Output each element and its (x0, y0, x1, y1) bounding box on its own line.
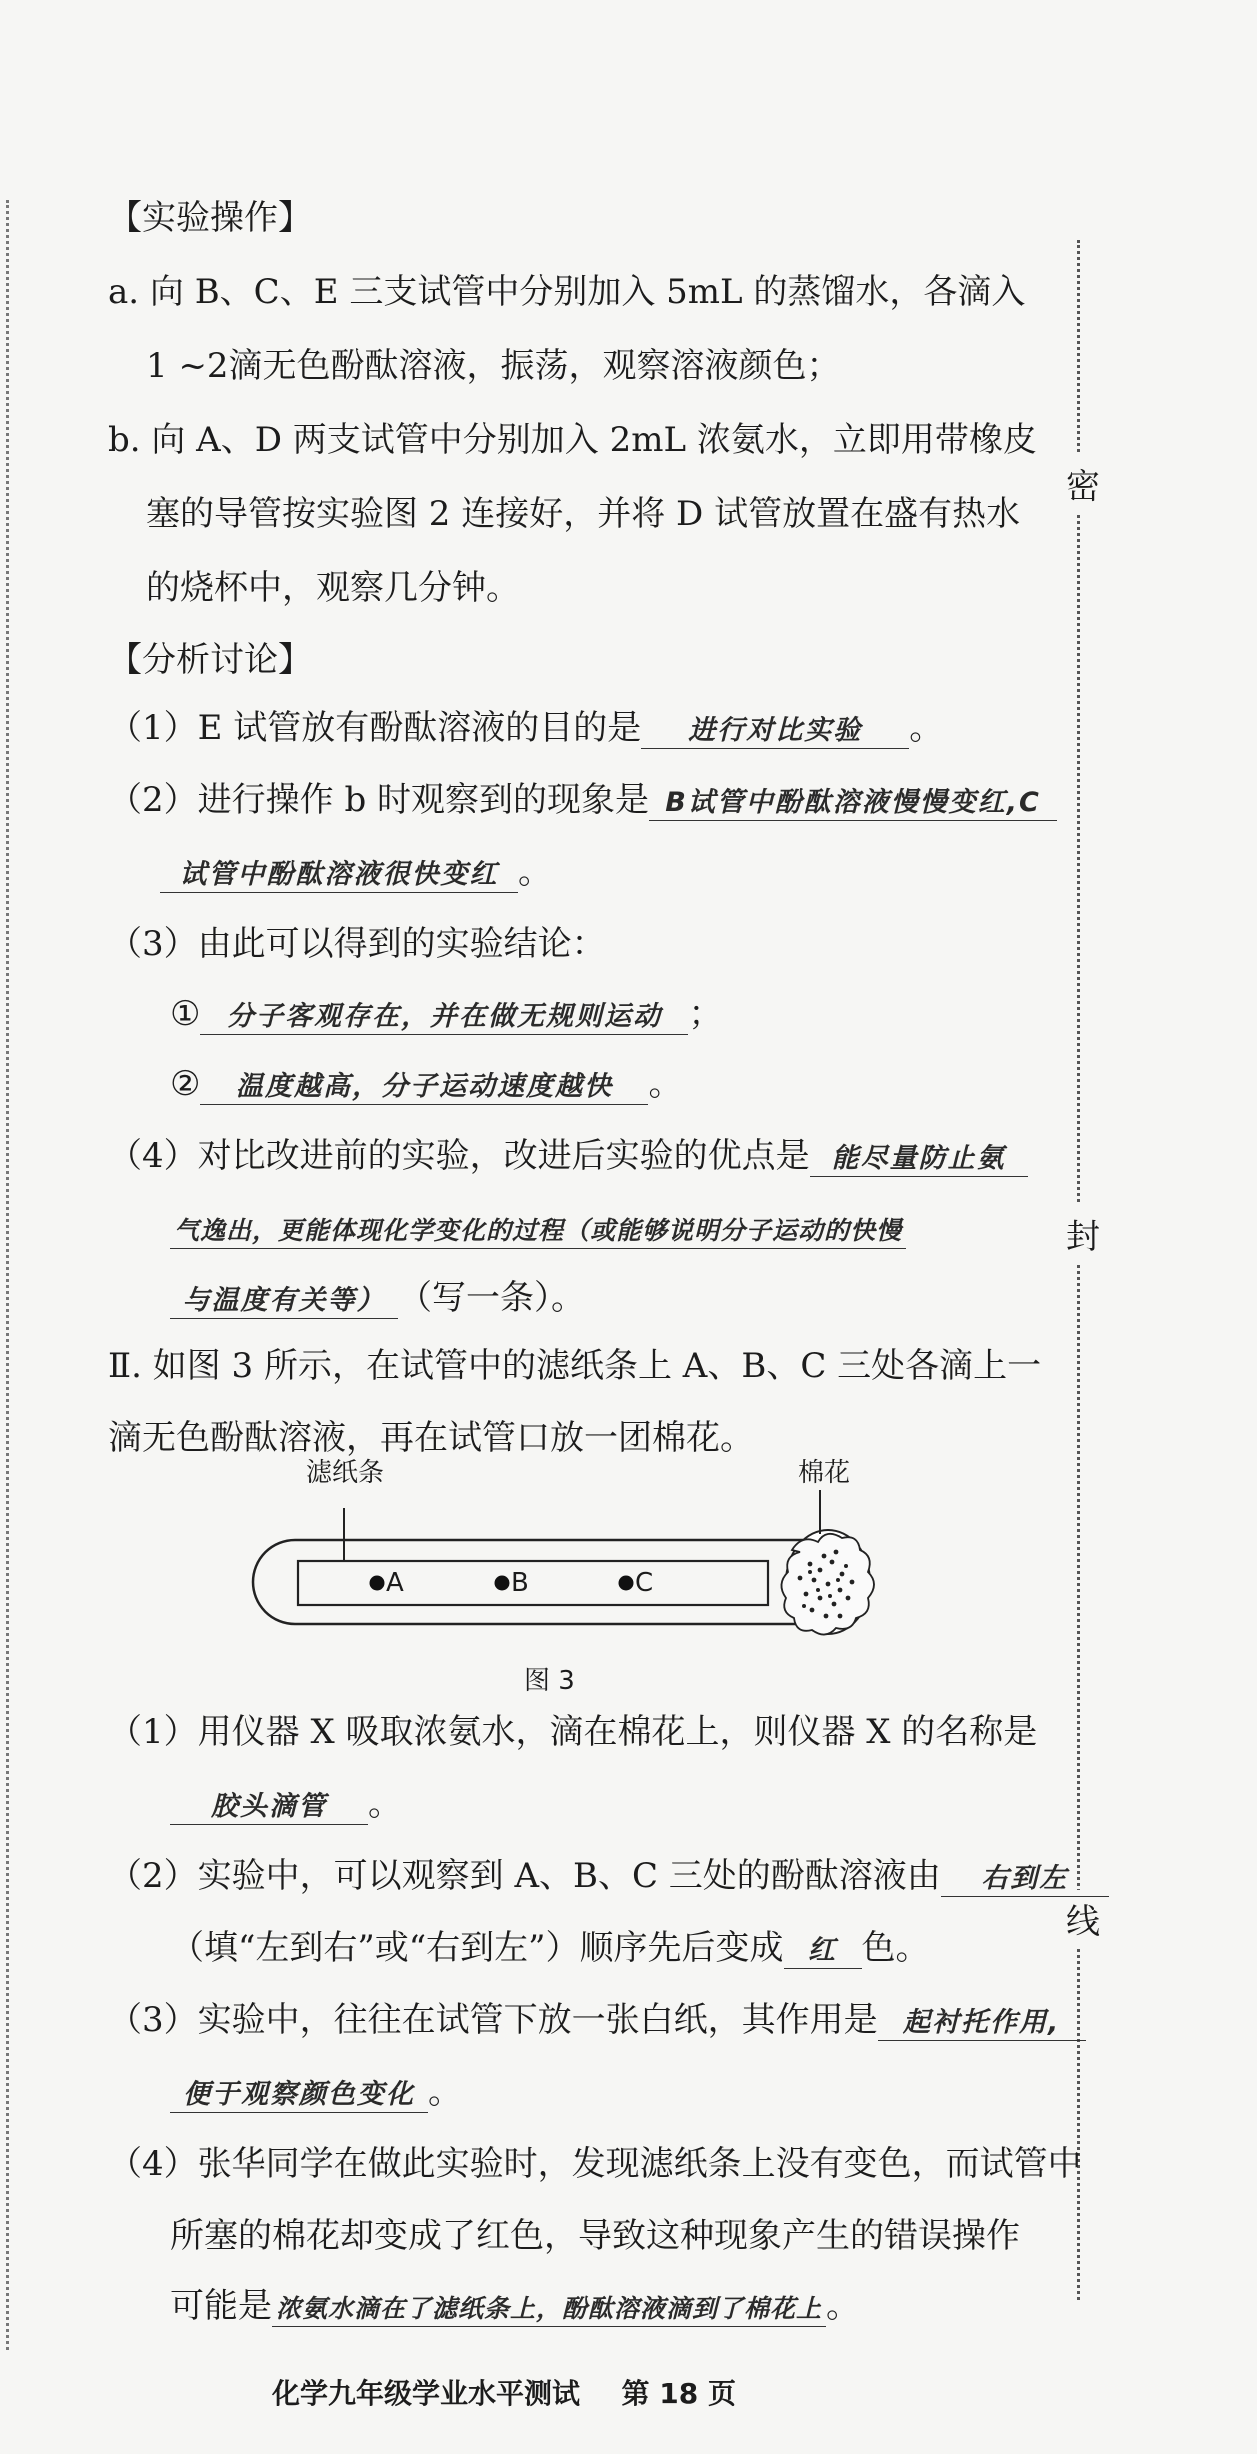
p3-answer-line1: 起衬托作用, (878, 2006, 1086, 2041)
q1-answer: 进行对比实验 (641, 714, 909, 749)
p2-prefix: （2）实验中，可以观察到 A、B、C 三处的酚酞溶液由 (108, 1856, 941, 1896)
dot-c (619, 1576, 634, 1591)
q1-prefix: （1）E 试管放有酚酞溶液的目的是 (108, 708, 642, 748)
p1-suffix: 。 (368, 1784, 402, 1824)
section-title-analysis: 【分析讨论】 (108, 640, 312, 680)
step-b-line2: 塞的导管按实验图 2 连接好，并将 D 试管放置在盛有热水 (146, 494, 1021, 534)
p2-suffix: 色。 (861, 1928, 930, 1968)
q4-answer-line2: 气逸出，更能体现化学变化的过程（或能够说明分子运动的快慢 (170, 1214, 906, 1249)
figure-3-test-tube (240, 1470, 900, 1650)
q2-answer-line1: B试管中酚酞溶液慢慢变红,C (649, 786, 1057, 821)
q4-answer-line3: 与温度有关等） (170, 1284, 398, 1319)
q4-suffix: （写一条）。 (398, 1278, 585, 1318)
q2-suffix: 。 (518, 852, 552, 892)
q3-conclusion-2 (170, 1064, 682, 1105)
q2-answer-line2: 试管中酚酞溶液很快变红 (160, 858, 518, 893)
q3-c2-answer: 温度越高，分子运动速度越快 (200, 1070, 648, 1105)
p2-line2-prefix: （填“左到右”或“右到左”）顺序先后变成 (170, 1928, 784, 1968)
p2-line1 (108, 1856, 1109, 1897)
q1 (108, 708, 943, 749)
cotton-ball (781, 1530, 874, 1635)
q3-prompt: （3）由此可以得到的实验结论： (108, 924, 606, 964)
footer (272, 2372, 736, 2412)
q3-c1-suffix: ； (688, 994, 723, 1034)
footer-page-number: 第 18 页 (621, 2377, 736, 2410)
q4-prefix: （4）对比改进前的实验，改进后实验的优点是 (108, 1136, 810, 1176)
q2-prefix: （2）进行操作 b 时观察到的现象是 (108, 780, 650, 820)
q4-line2 (170, 1208, 906, 1249)
footer-subject: 化学九年级学业水平测试 (272, 2377, 581, 2410)
p2-line2 (170, 1928, 930, 1969)
p4-line3 (170, 2286, 860, 2327)
left-binding-line (6, 200, 9, 2350)
dot-b (495, 1576, 510, 1591)
p1-line2 (170, 1784, 402, 1825)
test-tube-outline (253, 1540, 830, 1624)
p4-line1: （4）张华同学在做此实验时，发现滤纸条上没有变色，而试管中 (108, 2144, 1082, 2184)
p4-line2: 所塞的棉花却变成了红色，导致这种现象产生的错误操作 (170, 2216, 1020, 2256)
dot-a (370, 1576, 385, 1591)
part2-line1: Ⅱ. 如图 3 所示，在试管中的滤纸条上 A、B、C 三处各滴上一 (108, 1346, 1042, 1386)
part2-line2: 滴无色酚酞溶液，再在试管口放一团棉花。 (108, 1418, 754, 1458)
q4-line3 (170, 1278, 585, 1319)
step-b-line1: b. 向 A、D 两支试管中分别加入 2mL 浓氨水，立即用带橡皮 (108, 420, 1037, 460)
q4-answer-line1: 能尽量防止氨 (810, 1142, 1028, 1177)
p3-line1 (108, 2000, 1086, 2041)
p3-line2 (170, 2072, 462, 2113)
seal-char-mi: 密 (1066, 455, 1100, 512)
seal-char-feng: 封 (1066, 1205, 1100, 1262)
q1-suffix: 。 (909, 708, 944, 748)
q3-c1-mark: ① (170, 994, 201, 1034)
figure-label-filter-paper: 滤纸条 (306, 1458, 385, 1488)
figure-caption: 图 3 (524, 1666, 575, 1696)
q3-c2-suffix: 。 (648, 1064, 683, 1104)
p4-answer: 浓氨水滴在了滤纸条上，酚酞溶液滴到了棉花上 (272, 2292, 826, 2327)
p3-suffix: 。 (428, 2072, 462, 2112)
p3-answer-line2: 便于观察颜色变化 (170, 2078, 428, 2113)
section-title-operation: 【实验操作】 (108, 198, 312, 238)
p1-answer: 胶头滴管 (170, 1790, 368, 1825)
p1-line1: （1）用仪器 X 吸取浓氨水，滴在棉花上，则仪器 X 的名称是 (108, 1712, 1038, 1752)
q3-conclusion-1 (170, 994, 722, 1035)
step-b-line3: 的烧杯中，观察几分钟。 (146, 568, 520, 608)
figure-point-b: B (511, 1568, 529, 1598)
right-binding-line (1077, 240, 1080, 2300)
filter-paper-strip (298, 1561, 768, 1605)
figure-point-c: C (635, 1568, 654, 1598)
q3-c1-answer: 分子客观存在，并在做无规则运动 (200, 1000, 688, 1035)
p3-prefix: （3）实验中，往往在试管下放一张白纸，其作用是 (108, 2000, 878, 2040)
p2-answer2: 红 (784, 1934, 862, 1969)
figure-label-cotton: 棉花 (798, 1458, 851, 1488)
q4-line1 (108, 1136, 1028, 1177)
step-a-line2: 1 ~2滴无色酚酞溶液，振荡，观察溶液颜色； (146, 346, 841, 386)
p2-answer1: 右到左 (941, 1862, 1109, 1897)
q2-line2 (160, 852, 552, 893)
figure-point-a: A (386, 1568, 404, 1598)
step-a-line1: a. 向 B、C、E 三支试管中分别加入 5mL 的蒸馏水，各滴入 (108, 272, 1026, 312)
seal-char-xian: 线 (1066, 1890, 1100, 1947)
q3-c2-mark: ② (170, 1064, 201, 1104)
p4-suffix: 。 (826, 2286, 861, 2326)
p4-line3-prefix: 可能是 (170, 2286, 272, 2326)
q2-line1 (108, 780, 1057, 821)
